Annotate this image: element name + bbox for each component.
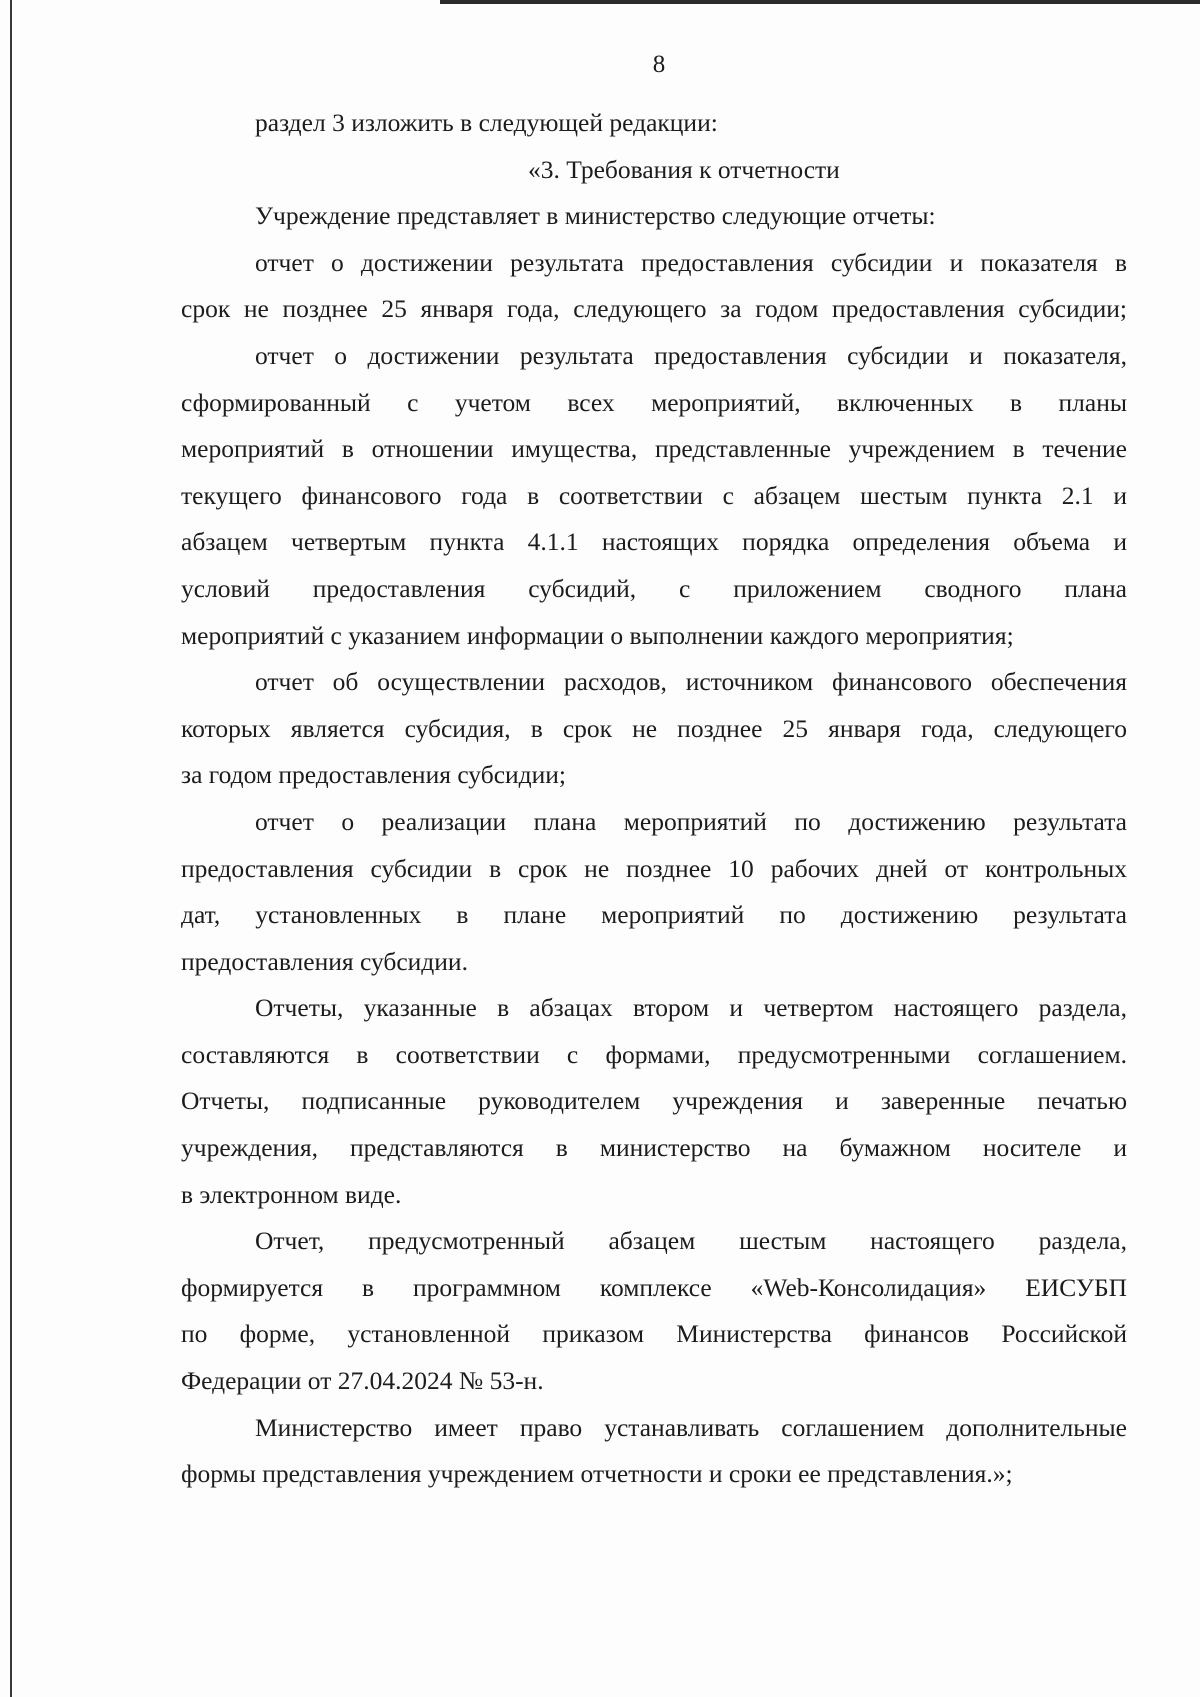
text-line: Отчеты, указанные в абзацах втором и четвертом настоящего раздела, (255, 993, 1127, 1023)
text-line: предоставления субсидии в срок не позднее 10 рабочих дней от контрольных (181, 853, 1127, 883)
text-line: Министерство имеет право устанавливать соглашением дополнительные (255, 1412, 1127, 1442)
document-body (181, 100, 1127, 1498)
text-line: составляются в соответствии с формами, предусмотренными соглашением. (181, 1039, 1127, 1069)
text-line: условий предоставления субсидий, с приложением сводного плана (181, 573, 1127, 603)
text-line: отчет о реализации плана мероприятий по достижению результата (255, 806, 1127, 836)
text-line: отчет о достижении результата предоставления субсидии и показателя в (255, 247, 1127, 277)
text-line: формы представления учреждением отчетности и сроки ее представления.»; (181, 1459, 1013, 1489)
text-line: мероприятий с указанием информации о выполнении каждого мероприятия; (181, 620, 1014, 650)
text-line: предоставления субсидии. (181, 946, 468, 976)
text-line: отчет о достижении результата предоставления субсидии и показателя, (255, 340, 1127, 370)
text-line: формируется в программном комплексе «Web-Консолидация» ЕИСУБП (181, 1272, 1127, 1302)
text-line: отчет об осуществлении расходов, источником финансового обеспечения (255, 667, 1127, 697)
text-line: Отчеты, подписанные руководителем учреждения и заверенные печатью (181, 1086, 1127, 1116)
scan-edge-top (440, 0, 1200, 4)
text-line: учреждения, представляются в министерство на бумажном носителе и (181, 1133, 1127, 1163)
text-line: раздел 3 изложить в следующей редакции: (255, 108, 718, 137)
text-line: которых является субсидия, в срок не позднее 25 января года, следующего (181, 713, 1127, 743)
text-line: срок не позднее 25 января года, следующего за годом предоставления субсидии; (181, 294, 1127, 324)
text-line: сформированный с учетом всех мероприятий, включенных в планы (181, 387, 1127, 417)
text-line: за годом предоставления субсидии; (181, 760, 567, 790)
text-line: Федерации от 27.04.2024 № 53-н. (181, 1366, 544, 1396)
page-number: 8 (652, 51, 666, 78)
text-line: в электронном виде. (181, 1179, 402, 1209)
text-line: Учреждение представляет в министерство следующие отчеты: (255, 201, 936, 231)
section-heading: «3. Требования к отчетности (528, 154, 840, 184)
scan-edge-left (10, 0, 12, 1697)
text-line: Отчет, предусмотренный абзацем шестым настоящего раздела, (255, 1226, 1127, 1256)
text-line: мероприятий в отношении имущества, представленные учреждением в течение (181, 434, 1127, 464)
text-line: абзацем четвертым пункта 4.1.1 настоящих порядка определения объема и (181, 527, 1127, 557)
text-line: текущего финансового года в соответствии с абзацем шестым пункта 2.1 и (181, 480, 1127, 510)
text-line: по форме, установленной приказом Министерства финансов Российской (181, 1319, 1127, 1349)
text-line: дат, установленных в плане мероприятий по достижению результата (181, 900, 1127, 930)
